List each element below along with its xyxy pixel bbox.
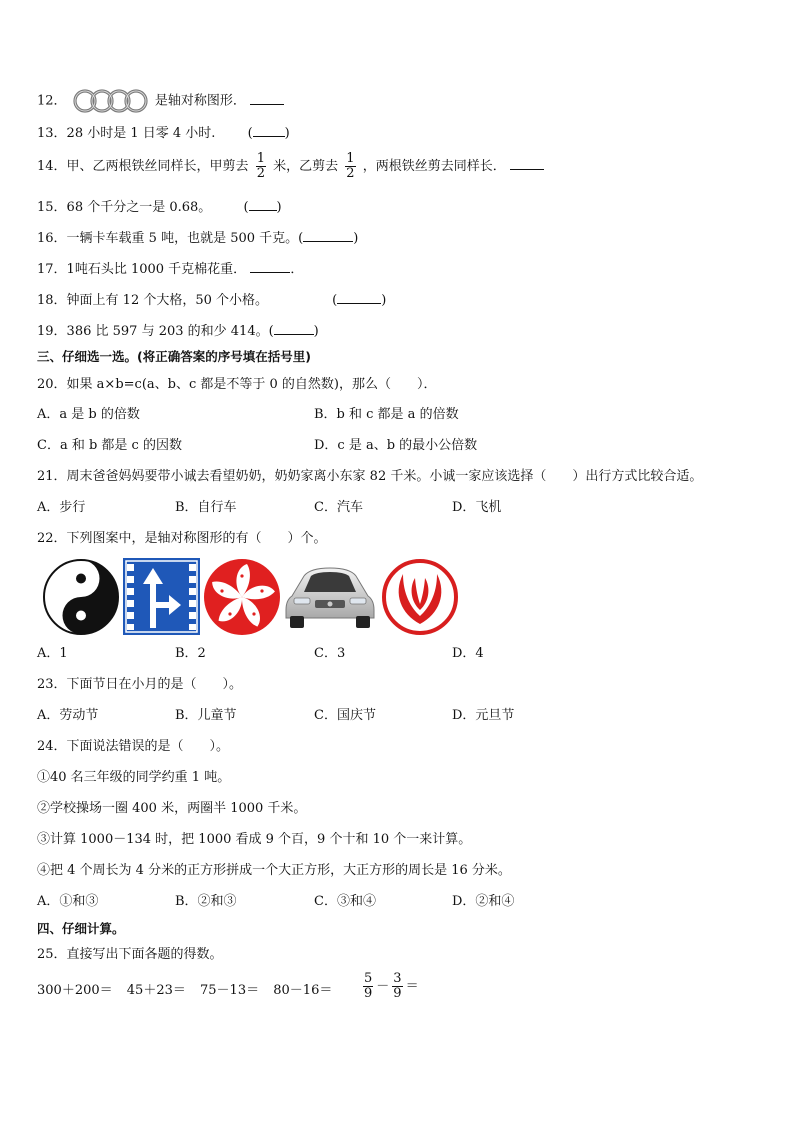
question-13: [37, 124, 290, 143]
road-sign-icon: [123, 558, 200, 635]
answer-blank[interactable]: [249, 198, 277, 211]
answer-blank[interactable]: [274, 322, 314, 335]
question-end: ．: [290, 262, 304, 277]
option-c[interactable]: C．汽车: [314, 500, 363, 515]
paren-right: ): [381, 293, 387, 308]
question-18: [37, 291, 386, 310]
question-number: 12．: [37, 93, 67, 109]
option-b[interactable]: B．自行车: [175, 500, 237, 515]
paren-left: (: [243, 200, 249, 215]
answer-blank[interactable]: [303, 229, 353, 242]
option-c[interactable]: C．③和④: [314, 894, 376, 909]
fraction-expression: [360, 972, 419, 1001]
question-15: [37, 198, 282, 217]
answer-blank[interactable]: [510, 157, 544, 170]
question-text: 20．如果 a×b=c(a、b、c 都是不等于 0 的自然数)，那么（ ）．: [37, 377, 437, 392]
question-text: 14．甲、乙两根铁丝同样长，甲剪去: [37, 159, 249, 174]
question-text: 16．一辆卡车载重 5 吨，也就是 500 千克。(: [37, 231, 304, 246]
calc-item: 45＋23＝: [126, 983, 186, 998]
minus-sign: －: [376, 979, 390, 994]
option-c[interactable]: C．3: [314, 646, 346, 661]
option-b[interactable]: B．b 和 c 都是 a 的倍数: [314, 407, 459, 422]
option-d[interactable]: D．c 是 a、b 的最小公倍数: [314, 438, 478, 453]
question-text: 19．386 比 597 与 203 的和少 414。(: [37, 324, 274, 339]
option-a[interactable]: A．a 是 b 的倍数: [37, 407, 140, 422]
question-12: [37, 88, 284, 114]
question-text: 23．下面节日在小月的是（ ）。: [37, 677, 243, 692]
paren-right: ): [313, 324, 319, 339]
question-19: [37, 322, 319, 341]
statement-item: ②学校操场一圈 400 米，两圈半 1000 千米。: [37, 801, 307, 816]
option-c[interactable]: C．a 和 b 都是 c 的因数: [37, 438, 182, 453]
option-d[interactable]: D．②和④: [452, 894, 515, 909]
question-text: 15．68 个千分之一是 0.68。: [37, 200, 212, 215]
question-text: 24．下面说法错误的是（ ）。: [37, 739, 230, 754]
option-a[interactable]: A．劳动节: [37, 708, 99, 723]
question-16: [37, 229, 358, 248]
car-icon: [282, 558, 378, 630]
option-a[interactable]: A．①和③: [37, 894, 99, 909]
calc-item: 80－16＝: [273, 983, 333, 998]
option-d[interactable]: D．4: [452, 646, 484, 661]
fraction: $\frac{1}{2}$: [346, 151, 355, 181]
question-text: 25．直接写出下面各题的得数。: [37, 947, 223, 962]
option-d[interactable]: D．飞机: [452, 500, 502, 515]
question-text: 米，乙剪去: [273, 159, 339, 174]
question-text: ，两根铁丝剪去同样长．: [362, 159, 506, 174]
fraction: $\frac{1}{2}$: [256, 151, 265, 181]
question-text: 21．周末爸爸妈妈要带小诚去看望奶奶，奶奶家离小东家 82 千米。小诚一家应该选择（ ）出行方式比较合适。: [37, 469, 703, 484]
question-14: [37, 152, 544, 181]
option-d[interactable]: D．元旦节: [452, 708, 515, 723]
answer-blank[interactable]: [250, 92, 284, 105]
section-heading: 四、仔细计算。: [37, 921, 125, 936]
fraction: $\frac{5}{9}$: [364, 971, 373, 1001]
taiji-icon: [42, 558, 120, 636]
question-text: 22．下列图案中，是轴对称图形的有（ ）个。: [37, 531, 327, 546]
question-text: 13．28 小时是 1 日零 4 小时.: [37, 126, 216, 141]
question-17: [37, 260, 303, 279]
option-c[interactable]: C．国庆节: [314, 708, 376, 723]
option-b[interactable]: B．2: [175, 646, 206, 661]
question-text: 是轴对称图形．: [154, 93, 246, 109]
answer-blank[interactable]: [250, 260, 290, 273]
question-text: 18．钟面上有 12 个大格，50 个小格。: [37, 293, 269, 308]
answer-blank[interactable]: [253, 124, 285, 137]
bauhinia-icon: [203, 558, 281, 636]
four-rings-icon: [71, 88, 151, 114]
question-text: 17．1吨石头比 1000 千克棉花重．: [37, 262, 247, 277]
statement-item: ④把 4 个周长为 4 分米的正方形拼成一个大正方形，大正方形的周长是 16 分米。: [37, 863, 511, 878]
option-a[interactable]: A．1: [37, 646, 68, 661]
paren-left: (: [247, 126, 253, 141]
option-a[interactable]: A．步行: [37, 500, 86, 515]
paren-right: ): [284, 126, 290, 141]
statement-item: ③计算 1000－134 时，把 1000 看成 9 个百，9 个十和 10 个一来计算。: [37, 832, 472, 847]
calc-item: 300＋200＝: [37, 983, 113, 998]
equals-sign: ＝: [405, 979, 419, 994]
calc-item: 75－13＝: [200, 983, 260, 998]
statement-item: ①40 名三年级的同学约重 1 吨。: [37, 770, 231, 785]
paren-left: (: [332, 293, 338, 308]
section-heading: 三、仔细选一选。(将正确答案的序号填在括号里): [37, 349, 311, 364]
fraction: $\frac{3}{9}$: [393, 971, 402, 1001]
option-b[interactable]: B．②和③: [175, 894, 237, 909]
option-b[interactable]: B．儿童节: [175, 708, 237, 723]
answer-blank[interactable]: [337, 291, 381, 304]
dongfeng-logo-icon: [381, 558, 459, 636]
calc-row: [37, 982, 332, 1000]
paren-right: ): [276, 200, 282, 215]
paren-right: ): [353, 231, 359, 246]
